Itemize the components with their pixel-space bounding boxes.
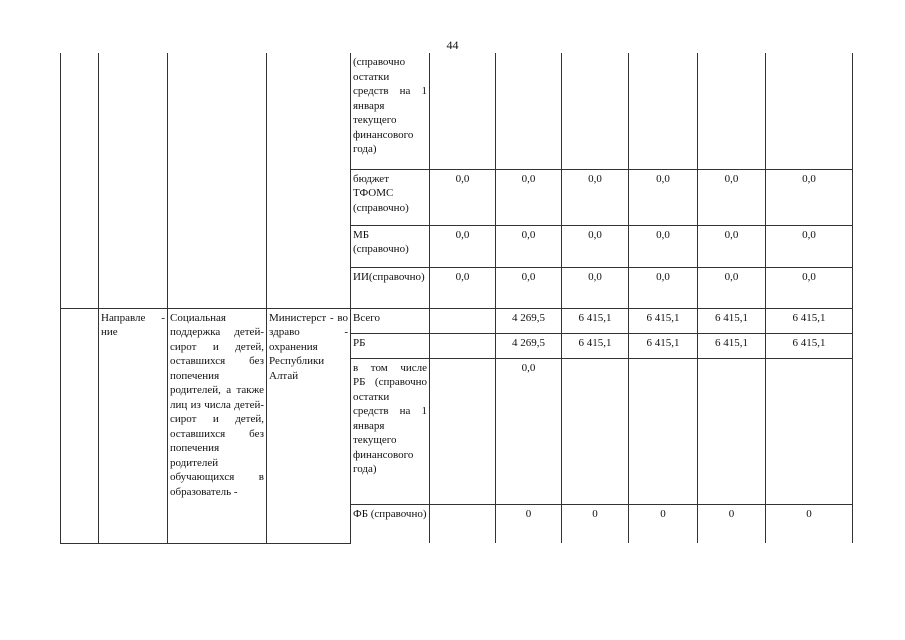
cell-blank [168,53,267,308]
value-cell: 0,0 [496,169,562,225]
value-cell [430,504,496,543]
value-cell: 4 269,5 [496,308,562,333]
value-cell: 0,0 [629,169,698,225]
funding-source-cell: ИИ(справочно) [351,267,430,308]
value-cell: 0,0 [562,225,629,267]
cell-blank [61,308,99,543]
funding-source-cell: бюджет ТФОМС (справочно) [351,169,430,225]
value-cell: 0,0 [496,267,562,308]
value-cell: 0,0 [496,225,562,267]
value-cell: 0 [562,504,629,543]
funding-source-cell: ФБ (справочно) [351,504,430,543]
direction-label-cell: Направле - ние [99,308,168,543]
funding-source-cell [351,358,430,504]
value-cell: 0,0 [496,358,562,504]
value-cell: 6 415,1 [562,308,629,333]
value-cell [430,333,496,358]
cell-blank [267,53,351,308]
value-cell: 0,0 [698,267,766,308]
value-cell [629,358,698,504]
funding-source-cell: МБ (справочно) [351,225,430,267]
value-cell: 0,0 [766,267,853,308]
value-cell: 0 [698,504,766,543]
value-cell: 6 415,1 [562,333,629,358]
value-cell: 0 [629,504,698,543]
value-cell: 0,0 [629,225,698,267]
funding-source-text: РБ (справочно остатки средств на 1 января текущего финансового года) [353,376,427,475]
value-cell: 0,0 [430,169,496,225]
table-row [61,308,853,333]
value-cell [430,358,496,504]
value-cell [766,53,853,169]
funding-source-prefix: в том числе [353,361,427,374]
value-cell: 0,0 [562,267,629,308]
direction-name-cell: Социальная поддержка детей-сирот и детей, оставшихся без попечения родителей, а также лиц из числа детей-сирот и детей, оставшихся без попечения родителей обучающихся в образователь - [168,308,267,543]
funding-source-cell: (справочно остатки средств на 1 января текущего финансового года) [351,53,430,169]
value-cell: 0,0 [698,225,766,267]
value-cell [698,358,766,504]
value-cell: 0,0 [698,169,766,225]
value-cell: 0,0 [562,169,629,225]
value-cell: 0,0 [766,169,853,225]
funding-source-cell: РБ [351,333,430,358]
value-cell: 6 415,1 [766,308,853,333]
funding-source-cell: Всего [351,308,430,333]
value-cell: 6 415,1 [629,308,698,333]
value-cell: 6 415,1 [629,333,698,358]
budget-table [60,53,853,544]
cell-blank [99,53,168,308]
value-cell: 0,0 [766,225,853,267]
value-cell [629,53,698,169]
page-number: 44 [446,38,459,52]
value-cell: 4 269,5 [496,333,562,358]
value-cell: 6 415,1 [698,308,766,333]
value-cell: 6 415,1 [766,333,853,358]
value-cell: 6 415,1 [698,333,766,358]
value-cell: 0,0 [430,267,496,308]
value-cell [766,358,853,504]
value-cell [698,53,766,169]
cell-blank [61,53,99,308]
executor-cell: Министерст - во здраво - охранения Республики Алтай [267,308,351,543]
value-cell [430,53,496,169]
value-cell: 0,0 [430,225,496,267]
table-row [61,53,853,169]
value-cell: 0 [496,504,562,543]
value-cell [562,53,629,169]
value-cell [430,308,496,333]
value-cell: 0,0 [629,267,698,308]
value-cell [496,53,562,169]
value-cell: 0 [766,504,853,543]
value-cell [562,358,629,504]
